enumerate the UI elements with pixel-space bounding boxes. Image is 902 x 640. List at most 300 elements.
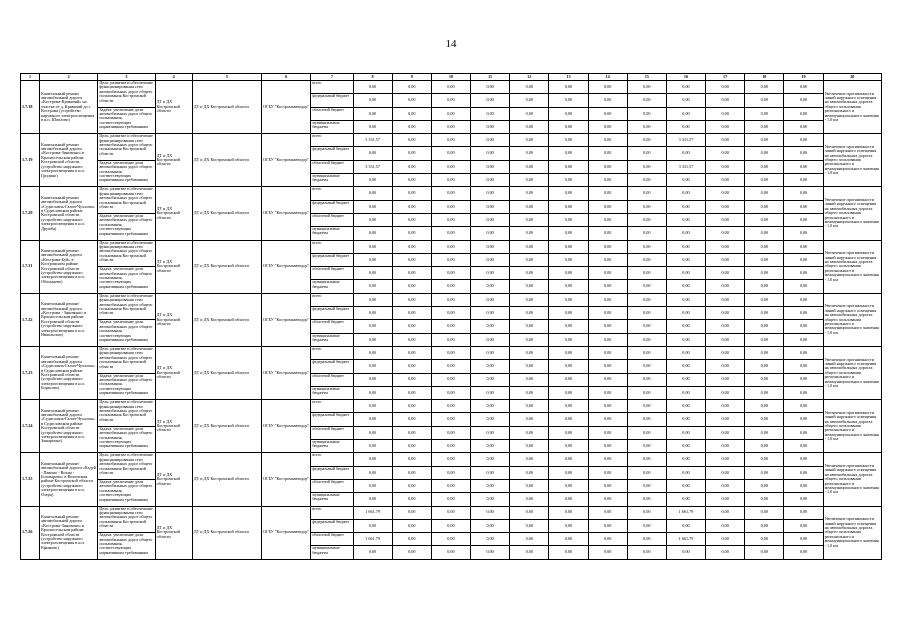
measure-number: 1.7.19	[21, 134, 40, 187]
amount-cell: 0,00	[431, 280, 470, 293]
goal-text: Цель: развитие и обеспечение функционирования сети автомобильных дорог общего пользования Костромской области	[98, 134, 155, 161]
funding-source: областной бюджет	[311, 213, 353, 226]
amount-cell: 0,00	[588, 533, 627, 546]
funding-source: всего	[311, 293, 353, 306]
amount-cell: 0,00	[353, 253, 392, 266]
amount-cell: 0,00	[627, 187, 666, 200]
funding-source: областной бюджет	[311, 320, 353, 333]
amount-cell: 0,00	[745, 81, 784, 94]
amount-cell: 0,00	[588, 440, 627, 453]
amount-cell: 0,00	[627, 546, 666, 559]
amount-cell: 0,00	[510, 519, 549, 532]
amount-cell: 0,00	[353, 386, 392, 399]
amount-cell: 0,00	[471, 373, 510, 386]
funding-source: областной бюджет	[311, 107, 353, 120]
amount-cell: 0,00	[666, 174, 705, 187]
measure-name: Капитальный ремонт автомобильной дороги «Кадуй - Павино - Вохма - Боговарово» в Вохомском районе Костромской области (устройство наружного электроосвещения в н.п. Озерц)	[40, 453, 98, 506]
program-measures-table	[20, 73, 882, 560]
amount-cell: 0,00	[666, 240, 705, 253]
amount-cell: 0,00	[706, 360, 745, 373]
amount-cell: 0,00	[431, 346, 470, 359]
table-row	[21, 240, 882, 253]
column-number: 15	[627, 74, 666, 81]
amount-cell: 0,00	[353, 187, 392, 200]
amount-cell: 0,00	[392, 94, 431, 107]
amount-cell: 0,00	[471, 453, 510, 466]
table-row	[21, 187, 882, 200]
amount-cell: 0,00	[706, 147, 745, 160]
amount-cell: 0,00	[353, 227, 392, 240]
amount-cell: 0,00	[549, 213, 588, 226]
amount-cell: 0,00	[510, 413, 549, 426]
amount-cell: 0,00	[784, 479, 823, 492]
amount-cell: 0,00	[471, 333, 510, 346]
amount-cell: 0,00	[549, 174, 588, 187]
amount-cell: 0,00	[706, 307, 745, 320]
expected-result: Увеличение протяженности линий наружного освещения на автомобильных дорогах общего пользования регионального и межмуниципального значения - 1,0 км	[823, 240, 881, 293]
amount-cell: 0,00	[666, 320, 705, 333]
amount-cell: 0,00	[666, 267, 705, 280]
amount-cell: 0,00	[431, 453, 470, 466]
amount-cell: 0,00	[549, 519, 588, 532]
amount-cell: 0,00	[706, 533, 745, 546]
amount-cell: 0,00	[745, 320, 784, 333]
funding-source: муниципальные бюджеты	[311, 174, 353, 187]
amount-cell: 0,00	[431, 360, 470, 373]
amount-cell: 0,00	[510, 120, 549, 133]
amount-cell: 0,00	[471, 413, 510, 426]
amount-cell: 0,00	[549, 400, 588, 413]
amount-cell: 0,00	[666, 293, 705, 306]
amount-cell: 0,00	[549, 227, 588, 240]
amount-cell: 0,00	[706, 187, 745, 200]
amount-cell: 0,00	[431, 533, 470, 546]
amount-cell: 0,00	[745, 187, 784, 200]
amount-cell: 0,00	[431, 493, 470, 506]
amount-cell: 0,00	[549, 94, 588, 107]
funding-source: муниципальные бюджеты	[311, 333, 353, 346]
amount-cell: 0,00	[392, 333, 431, 346]
amount-cell: 0,00	[627, 267, 666, 280]
amount-cell: 0,00	[353, 519, 392, 532]
amount-cell: 0,00	[431, 426, 470, 439]
responsible-agency: ДТ и ДХ Костромской области	[155, 293, 192, 346]
amount-cell: 0,00	[784, 466, 823, 479]
amount-cell: 0,00	[588, 479, 627, 492]
measure-name: Капитальный ремонт автомобильной дороги «Кострома - Зиновино» в Красносельском районе Костромской области (устройство наружного электроосвещения в н.п. Никольское)	[40, 293, 98, 346]
amount-cell: 0,00	[745, 493, 784, 506]
amount-cell: 0,00	[745, 333, 784, 346]
amount-cell: 0,00	[510, 213, 549, 226]
amount-cell: 0,00	[510, 174, 549, 187]
funding-source: муниципальные бюджеты	[311, 280, 353, 293]
amount-cell: 0,00	[471, 466, 510, 479]
amount-cell: 0,00	[392, 240, 431, 253]
task-text: Задача: увеличение доли автомобильных дорог общего пользования, соответствующих нормативным требованиям	[98, 426, 155, 453]
measure-name: Капитальный ремонт автомобильной дороги «Судиславль-Галич-Чухлома» в Судиславском районе Костромской области (устройство наружного электроосвещения в н.п. Дружба)	[40, 187, 98, 240]
amount-cell: 0,00	[666, 386, 705, 399]
amount-cell: 0,00	[627, 453, 666, 466]
amount-cell: 0,00	[588, 307, 627, 320]
measure-number: 1.7.26	[21, 506, 40, 559]
amount-cell: 0,00	[666, 466, 705, 479]
task-text: Задача: увеличение доли автомобильных дорог общего пользования, соответствующих нормативным требованиям	[98, 479, 155, 506]
column-number: 5	[192, 74, 261, 81]
funding-source: муниципальные бюджеты	[311, 546, 353, 559]
amount-cell: 0,00	[510, 400, 549, 413]
amount-cell: 0,00	[745, 280, 784, 293]
amount-cell: 0,00	[471, 213, 510, 226]
funding-source: федеральный бюджет	[311, 147, 353, 160]
funding-source: областной бюджет	[311, 533, 353, 546]
amount-cell: 0,00	[353, 466, 392, 479]
amount-cell: 0,00	[666, 453, 705, 466]
table-row	[21, 400, 882, 413]
amount-cell: 0,00	[745, 253, 784, 266]
amount-cell: 0,00	[666, 519, 705, 532]
amount-cell: 3 331,57	[353, 160, 392, 173]
amount-cell: 0,00	[549, 333, 588, 346]
amount-cell: 0,00	[549, 134, 588, 147]
table-row	[21, 134, 882, 147]
amount-cell: 0,00	[784, 386, 823, 399]
amount-cell: 0,00	[666, 346, 705, 359]
amount-cell: 0,00	[784, 120, 823, 133]
amount-cell: 0,00	[627, 81, 666, 94]
amount-cell: 0,00	[392, 346, 431, 359]
funding-source: федеральный бюджет	[311, 360, 353, 373]
goal-text: Цель: развитие и обеспечение функционирования сети автомобильных дорог общего пользования Костромской области	[98, 81, 155, 108]
amount-cell: 0,00	[353, 453, 392, 466]
amount-cell: 0,00	[471, 94, 510, 107]
amount-cell: 0,00	[588, 373, 627, 386]
amount-cell: 0,00	[431, 160, 470, 173]
amount-cell: 0,00	[784, 213, 823, 226]
column-number: 20	[823, 74, 881, 81]
amount-cell: 0,00	[666, 373, 705, 386]
funding-source: федеральный бюджет	[311, 466, 353, 479]
measure-name: Капитальный ремонт автомобильной дороги «Кострома-Зиновино» в Красносельском районе Костромской области (устройство наружного электроосвещения в н.п. Ефимово)	[40, 506, 98, 559]
amount-cell: 0,00	[588, 120, 627, 133]
amount-cell: 0,00	[627, 107, 666, 120]
measure-number: 1.7.23	[21, 346, 40, 399]
amount-cell: 0,00	[706, 94, 745, 107]
executor: ДТ и ДХ Костромской области	[192, 134, 261, 187]
amount-cell: 0,00	[510, 200, 549, 213]
amount-cell: 0,00	[471, 493, 510, 506]
funding-source: муниципальные бюджеты	[311, 227, 353, 240]
amount-cell: 0,00	[745, 147, 784, 160]
funding-source: муниципальные бюджеты	[311, 120, 353, 133]
amount-cell: 0,00	[627, 493, 666, 506]
amount-cell: 0,00	[510, 160, 549, 173]
amount-cell: 0,00	[666, 360, 705, 373]
table-row	[21, 373, 882, 386]
amount-cell: 0,00	[431, 107, 470, 120]
expected-result: Увеличение протяженности линий наружного освещения на автомобильных дорогах общего пользования регионального и межмуниципального значения - 1,0 км	[823, 400, 881, 453]
amount-cell: 0,00	[549, 493, 588, 506]
amount-cell: 0,00	[392, 466, 431, 479]
amount-cell: 0,00	[471, 360, 510, 373]
column-number: 19	[784, 74, 823, 81]
contractor: ОГБУ "Костромаавтодор"	[262, 453, 311, 506]
amount-cell: 0,00	[431, 134, 470, 147]
amount-cell: 0,00	[431, 333, 470, 346]
amount-cell: 0,00	[510, 187, 549, 200]
amount-cell: 0,00	[431, 94, 470, 107]
amount-cell: 0,00	[745, 386, 784, 399]
amount-cell: 0,00	[549, 267, 588, 280]
amount-cell: 0,00	[784, 280, 823, 293]
amount-cell: 0,00	[627, 400, 666, 413]
amount-cell: 0,00	[353, 426, 392, 439]
amount-cell: 0,00	[588, 413, 627, 426]
amount-cell: 0,00	[510, 373, 549, 386]
amount-cell: 1 661,79	[353, 506, 392, 519]
amount-cell: 0,00	[471, 307, 510, 320]
expected-result: Увеличение протяженности линий наружного освещения на автомобильных дорогах общего пользования регионального и межмуниципального значения - 1,0 км	[823, 293, 881, 346]
amount-cell: 0,00	[706, 320, 745, 333]
amount-cell: 0,00	[549, 373, 588, 386]
amount-cell: 0,00	[510, 426, 549, 439]
amount-cell: 0,00	[627, 440, 666, 453]
measure-name: Капитальный ремонт автомобильной дороги «Кострома-Кривячий» на участке от д. Кривячий до с. Кострома (устройство наружного электроосвещения в н.п. Шоплово)	[40, 81, 98, 134]
amount-cell: 0,00	[588, 493, 627, 506]
amount-cell: 0,00	[745, 466, 784, 479]
amount-cell: 0,00	[353, 413, 392, 426]
amount-cell: 0,00	[588, 134, 627, 147]
amount-cell: 0,00	[471, 346, 510, 359]
measure-number: 1.7.18	[21, 81, 40, 134]
amount-cell: 0,00	[706, 346, 745, 359]
amount-cell: 0,00	[392, 187, 431, 200]
amount-cell: 0,00	[471, 519, 510, 532]
amount-cell: 0,00	[745, 240, 784, 253]
amount-cell: 0,00	[549, 81, 588, 94]
measure-name: Капитальный ремонт автомобильной дороги «Судиславль-Галич-Чухлома» в Судиславском районе Костромской области (устройство наружного электроосвещения в н.п. Борисово)	[40, 346, 98, 399]
amount-cell: 0,00	[392, 160, 431, 173]
amount-cell: 0,00	[431, 81, 470, 94]
amount-cell: 0,00	[510, 453, 549, 466]
funding-source: федеральный бюджет	[311, 307, 353, 320]
amount-cell: 0,00	[510, 360, 549, 373]
amount-cell: 0,00	[706, 453, 745, 466]
amount-cell: 0,00	[431, 267, 470, 280]
table-row	[21, 267, 882, 280]
amount-cell: 0,00	[784, 506, 823, 519]
amount-cell: 0,00	[588, 147, 627, 160]
amount-cell: 0,00	[627, 386, 666, 399]
table-row	[21, 346, 882, 359]
amount-cell: 0,00	[588, 280, 627, 293]
amount-cell: 0,00	[431, 174, 470, 187]
expected-result: Увеличение протяженности линий наружного освещения на автомобильных дорогах общего пользования регионального и межмуниципального значения - 1,0 км	[823, 134, 881, 187]
amount-cell: 0,00	[510, 320, 549, 333]
amount-cell: 0,00	[510, 94, 549, 107]
funding-source: всего	[311, 187, 353, 200]
amount-cell: 0,00	[588, 213, 627, 226]
amount-cell: 0,00	[706, 107, 745, 120]
amount-cell: 0,00	[627, 346, 666, 359]
responsible-agency: ДТ и ДХ Костромской области	[155, 346, 192, 399]
amount-cell: 0,00	[471, 227, 510, 240]
amount-cell: 0,00	[784, 307, 823, 320]
amount-cell: 0,00	[588, 160, 627, 173]
amount-cell: 0,00	[784, 453, 823, 466]
table-row	[21, 81, 882, 94]
amount-cell: 0,00	[471, 533, 510, 546]
amount-cell: 0,00	[510, 307, 549, 320]
amount-cell: 0,00	[588, 519, 627, 532]
amount-cell: 0,00	[431, 307, 470, 320]
amount-cell: 0,00	[471, 240, 510, 253]
responsible-agency: ДТ и ДХ Костромской области	[155, 400, 192, 453]
amount-cell: 0,00	[588, 94, 627, 107]
amount-cell: 0,00	[745, 519, 784, 532]
column-number: 18	[745, 74, 784, 81]
contractor: ОГБУ "Костромаавтодор"	[262, 134, 311, 187]
amount-cell: 0,00	[549, 200, 588, 213]
measure-number: 1.7.20	[21, 187, 40, 240]
column-number: 10	[431, 74, 470, 81]
amount-cell: 0,00	[392, 426, 431, 439]
amount-cell: 0,00	[706, 413, 745, 426]
page-number: 14	[445, 38, 457, 50]
amount-cell: 0,00	[784, 373, 823, 386]
amount-cell: 0,00	[666, 280, 705, 293]
goal-text: Цель: развитие и обеспечение функционирования сети автомобильных дорог общего пользования Костромской области	[98, 506, 155, 533]
amount-cell: 0,00	[510, 333, 549, 346]
amount-cell: 0,00	[627, 240, 666, 253]
amount-cell: 0,00	[666, 120, 705, 133]
amount-cell: 0,00	[745, 546, 784, 559]
executor: ДТ и ДХ Костромской области	[192, 400, 261, 453]
measure-name: Капитальный ремонт автомобильной дороги «Судиславль-Галич-Чухлома» в Судиславском районе Костромской области (устройство наружного электроосвещения в н.п. Зашаринье)	[40, 400, 98, 453]
amount-cell: 0,00	[549, 147, 588, 160]
amount-cell: 0,00	[549, 320, 588, 333]
amount-cell: 0,00	[392, 120, 431, 133]
funding-source: федеральный бюджет	[311, 519, 353, 532]
amount-cell: 0,00	[588, 546, 627, 559]
amount-cell: 0,00	[431, 320, 470, 333]
amount-cell: 0,00	[431, 400, 470, 413]
amount-cell: 0,00	[549, 413, 588, 426]
amount-cell: 0,00	[706, 267, 745, 280]
table-row	[21, 426, 882, 439]
column-number: 1	[21, 74, 40, 81]
amount-cell: 0,00	[784, 413, 823, 426]
measure-name: Капитальный ремонт автомобильной дороги «Кострома-Буй» в Костромском районе Костромской области (устройство наружного электроосвещения в н.п. Обломцево)	[40, 240, 98, 293]
amount-cell: 0,00	[666, 307, 705, 320]
amount-cell: 0,00	[392, 267, 431, 280]
amount-cell: 0,00	[627, 174, 666, 187]
amount-cell: 0,00	[706, 466, 745, 479]
amount-cell: 0,00	[549, 466, 588, 479]
amount-cell: 0,00	[666, 333, 705, 346]
column-number: 9	[392, 74, 431, 81]
amount-cell: 0,00	[588, 426, 627, 439]
amount-cell: 0,00	[706, 160, 745, 173]
goal-text: Цель: развитие и обеспечение функционирования сети автомобильных дорог общего пользования Костромской области	[98, 346, 155, 373]
funding-source: областной бюджет	[311, 267, 353, 280]
measure-number: 1.7.21	[21, 240, 40, 293]
amount-cell: 0,00	[510, 493, 549, 506]
amount-cell: 0,00	[627, 413, 666, 426]
amount-cell: 0,00	[706, 280, 745, 293]
amount-cell: 0,00	[706, 134, 745, 147]
amount-cell: 0,00	[745, 174, 784, 187]
amount-cell: 0,00	[588, 333, 627, 346]
amount-cell: 0,00	[353, 479, 392, 492]
amount-cell: 0,00	[706, 293, 745, 306]
amount-cell: 0,00	[549, 386, 588, 399]
amount-cell: 0,00	[510, 466, 549, 479]
amount-cell: 0,00	[549, 107, 588, 120]
expected-result: Увеличение протяженности линий наружного освещения на автомобильных дорогах общего пользования регионального и межмуниципального значения - 1,0 км	[823, 346, 881, 399]
amount-cell: 0,00	[745, 134, 784, 147]
amount-cell: 0,00	[588, 293, 627, 306]
amount-cell: 0,00	[471, 174, 510, 187]
amount-cell: 0,00	[510, 81, 549, 94]
task-text: Задача: увеличение доли автомобильных дорог общего пользования, соответствующих нормативным требованиям	[98, 160, 155, 187]
amount-cell: 0,00	[549, 426, 588, 439]
amount-cell: 0,00	[549, 546, 588, 559]
amount-cell: 0,00	[706, 400, 745, 413]
amount-cell: 0,00	[706, 440, 745, 453]
amount-cell: 0,00	[666, 213, 705, 226]
amount-cell: 0,00	[784, 240, 823, 253]
amount-cell: 0,00	[510, 134, 549, 147]
column-number: 14	[588, 74, 627, 81]
amount-cell: 0,00	[745, 227, 784, 240]
amount-cell: 0,00	[666, 81, 705, 94]
amount-cell: 0,00	[471, 426, 510, 439]
expected-result: Увеличение протяженности линий наружного освещения на автомобильных дорогах общего пользования регионального и межмуниципального значения - 1,0 км	[823, 453, 881, 506]
amount-cell: 0,00	[706, 426, 745, 439]
amount-cell: 0,00	[627, 293, 666, 306]
amount-cell: 0,00	[392, 81, 431, 94]
amount-cell: 0,00	[745, 94, 784, 107]
amount-cell: 0,00	[353, 493, 392, 506]
amount-cell: 3 331,57	[353, 134, 392, 147]
goal-text: Цель: развитие и обеспечение функционирования сети автомобильных дорог общего пользования Костромской области	[98, 187, 155, 214]
contractor: ОГБУ "Костромаавтодор"	[262, 346, 311, 399]
task-text: Задача: увеличение доли автомобильных дорог общего пользования, соответствующих нормативным требованиям	[98, 373, 155, 400]
expected-result: Увеличение протяженности линий наружного освещения на автомобильных дорогах общего пользования регионального и межмуниципального значения - 1,0 км	[823, 187, 881, 240]
amount-cell: 0,00	[627, 147, 666, 160]
column-number: 17	[706, 74, 745, 81]
funding-source: всего	[311, 134, 353, 147]
amount-cell: 0,00	[745, 453, 784, 466]
amount-cell: 0,00	[588, 187, 627, 200]
column-number: 7	[311, 74, 353, 81]
amount-cell: 0,00	[471, 81, 510, 94]
amount-cell: 0,00	[706, 240, 745, 253]
responsible-agency: ДТ и ДХ Костромской области	[155, 187, 192, 240]
amount-cell: 0,00	[745, 200, 784, 213]
amount-cell: 0,00	[745, 293, 784, 306]
amount-cell: 0,00	[784, 440, 823, 453]
amount-cell: 0,00	[353, 107, 392, 120]
amount-cell: 0,00	[549, 187, 588, 200]
amount-cell: 0,00	[784, 94, 823, 107]
responsible-agency: ДТ и ДХ Костромской области	[155, 134, 192, 187]
amount-cell: 0,00	[588, 174, 627, 187]
amount-cell: 0,00	[745, 506, 784, 519]
funding-source: всего	[311, 453, 353, 466]
funding-source: федеральный бюджет	[311, 200, 353, 213]
amount-cell: 0,00	[353, 147, 392, 160]
